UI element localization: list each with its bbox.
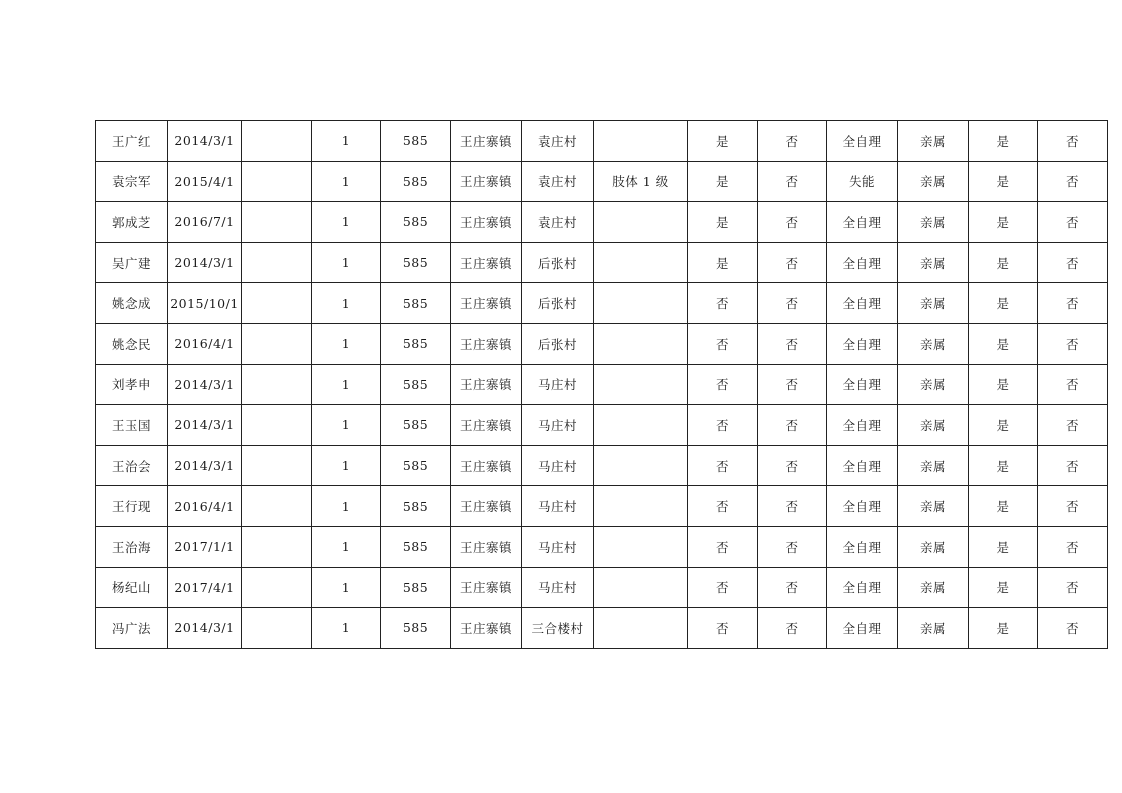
caregiver-cell: 亲属	[898, 242, 969, 283]
flag-b-cell: 否	[758, 364, 827, 405]
self-care-cell: 全自理	[827, 242, 898, 283]
blank-cell	[242, 608, 312, 649]
flag-b-cell: 否	[758, 526, 827, 567]
disability-cell	[594, 526, 688, 567]
amount-cell: 585	[381, 405, 451, 446]
flag-b-cell: 否	[758, 445, 827, 486]
count-cell: 1	[312, 364, 381, 405]
roster-table	[95, 120, 1108, 649]
flag-a-cell: 是	[688, 161, 758, 202]
flag-c-cell: 是	[969, 323, 1038, 364]
roster-table-body	[96, 121, 1108, 649]
table-row	[96, 121, 1108, 162]
flag-b-cell: 否	[758, 161, 827, 202]
flag-c-cell: 是	[969, 242, 1038, 283]
amount-cell: 585	[381, 608, 451, 649]
blank-cell	[242, 121, 312, 162]
flag-d-cell: 否	[1038, 364, 1108, 405]
count-cell: 1	[312, 121, 381, 162]
flag-a-cell: 是	[688, 202, 758, 243]
table-row	[96, 526, 1108, 567]
disability-cell	[594, 121, 688, 162]
name-cell: 吴广建	[96, 242, 168, 283]
count-cell: 1	[312, 526, 381, 567]
flag-d-cell: 否	[1038, 445, 1108, 486]
town-cell: 王庄寨镇	[451, 486, 522, 527]
flag-b-cell: 否	[758, 405, 827, 446]
village-cell: 袁庄村	[522, 202, 594, 243]
amount-cell: 585	[381, 567, 451, 608]
table-row	[96, 445, 1108, 486]
date-cell: 2014/3/1	[168, 405, 242, 446]
name-cell: 袁宗军	[96, 161, 168, 202]
amount-cell: 585	[381, 242, 451, 283]
caregiver-cell: 亲属	[898, 283, 969, 324]
name-cell: 王广红	[96, 121, 168, 162]
name-cell: 王玉国	[96, 405, 168, 446]
flag-c-cell: 是	[969, 405, 1038, 446]
village-cell: 袁庄村	[522, 161, 594, 202]
self-care-cell: 全自理	[827, 121, 898, 162]
disability-cell	[594, 486, 688, 527]
blank-cell	[242, 283, 312, 324]
self-care-cell: 全自理	[827, 445, 898, 486]
amount-cell: 585	[381, 161, 451, 202]
name-cell: 王行现	[96, 486, 168, 527]
flag-a-cell: 否	[688, 364, 758, 405]
town-cell: 王庄寨镇	[451, 283, 522, 324]
name-cell: 郭成芝	[96, 202, 168, 243]
flag-d-cell: 否	[1038, 323, 1108, 364]
date-cell: 2016/7/1	[168, 202, 242, 243]
village-cell: 后张村	[522, 323, 594, 364]
flag-b-cell: 否	[758, 323, 827, 364]
self-care-cell: 全自理	[827, 202, 898, 243]
town-cell: 王庄寨镇	[451, 567, 522, 608]
disability-cell	[594, 608, 688, 649]
flag-a-cell: 否	[688, 323, 758, 364]
name-cell: 冯广法	[96, 608, 168, 649]
flag-c-cell: 是	[969, 161, 1038, 202]
count-cell: 1	[312, 242, 381, 283]
blank-cell	[242, 445, 312, 486]
flag-a-cell: 否	[688, 526, 758, 567]
table-row	[96, 242, 1108, 283]
caregiver-cell: 亲属	[898, 364, 969, 405]
table-row	[96, 608, 1108, 649]
flag-a-cell: 否	[688, 283, 758, 324]
blank-cell	[242, 161, 312, 202]
blank-cell	[242, 364, 312, 405]
count-cell: 1	[312, 486, 381, 527]
amount-cell: 585	[381, 121, 451, 162]
table-row	[96, 486, 1108, 527]
caregiver-cell: 亲属	[898, 526, 969, 567]
self-care-cell: 全自理	[827, 364, 898, 405]
flag-d-cell: 否	[1038, 405, 1108, 446]
count-cell: 1	[312, 283, 381, 324]
disability-cell: 肢体 1 级	[594, 161, 688, 202]
flag-c-cell: 是	[969, 364, 1038, 405]
flag-d-cell: 否	[1038, 242, 1108, 283]
flag-b-cell: 否	[758, 608, 827, 649]
flag-c-cell: 是	[969, 526, 1038, 567]
town-cell: 王庄寨镇	[451, 445, 522, 486]
village-cell: 马庄村	[522, 526, 594, 567]
amount-cell: 585	[381, 283, 451, 324]
caregiver-cell: 亲属	[898, 121, 969, 162]
disability-cell	[594, 567, 688, 608]
count-cell: 1	[312, 567, 381, 608]
caregiver-cell: 亲属	[898, 202, 969, 243]
table-row	[96, 161, 1108, 202]
self-care-cell: 全自理	[827, 608, 898, 649]
count-cell: 1	[312, 445, 381, 486]
flag-b-cell: 否	[758, 202, 827, 243]
disability-cell	[594, 283, 688, 324]
blank-cell	[242, 202, 312, 243]
count-cell: 1	[312, 405, 381, 446]
flag-d-cell: 否	[1038, 202, 1108, 243]
date-cell: 2017/4/1	[168, 567, 242, 608]
flag-b-cell: 否	[758, 242, 827, 283]
village-cell: 马庄村	[522, 445, 594, 486]
name-cell: 杨纪山	[96, 567, 168, 608]
self-care-cell: 失能	[827, 161, 898, 202]
flag-b-cell: 否	[758, 121, 827, 162]
table-row	[96, 364, 1108, 405]
flag-b-cell: 否	[758, 567, 827, 608]
date-cell: 2014/3/1	[168, 608, 242, 649]
blank-cell	[242, 242, 312, 283]
flag-a-cell: 否	[688, 608, 758, 649]
flag-a-cell: 否	[688, 567, 758, 608]
flag-a-cell: 否	[688, 486, 758, 527]
town-cell: 王庄寨镇	[451, 526, 522, 567]
town-cell: 王庄寨镇	[451, 121, 522, 162]
town-cell: 王庄寨镇	[451, 161, 522, 202]
date-cell: 2015/10/1	[168, 283, 242, 324]
village-cell: 后张村	[522, 242, 594, 283]
date-cell: 2014/3/1	[168, 121, 242, 162]
caregiver-cell: 亲属	[898, 486, 969, 527]
town-cell: 王庄寨镇	[451, 364, 522, 405]
flag-a-cell: 否	[688, 405, 758, 446]
name-cell: 王治会	[96, 445, 168, 486]
flag-c-cell: 是	[969, 486, 1038, 527]
count-cell: 1	[312, 202, 381, 243]
village-cell: 马庄村	[522, 405, 594, 446]
caregiver-cell: 亲属	[898, 405, 969, 446]
date-cell: 2016/4/1	[168, 323, 242, 364]
caregiver-cell: 亲属	[898, 608, 969, 649]
flag-a-cell: 是	[688, 121, 758, 162]
village-cell: 马庄村	[522, 364, 594, 405]
village-cell: 后张村	[522, 283, 594, 324]
self-care-cell: 全自理	[827, 567, 898, 608]
flag-d-cell: 否	[1038, 526, 1108, 567]
name-cell: 王治海	[96, 526, 168, 567]
village-cell: 马庄村	[522, 486, 594, 527]
amount-cell: 585	[381, 486, 451, 527]
disability-cell	[594, 405, 688, 446]
village-cell: 马庄村	[522, 567, 594, 608]
table-row	[96, 405, 1108, 446]
blank-cell	[242, 405, 312, 446]
amount-cell: 585	[381, 526, 451, 567]
flag-d-cell: 否	[1038, 608, 1108, 649]
flag-d-cell: 否	[1038, 486, 1108, 527]
disability-cell	[594, 323, 688, 364]
count-cell: 1	[312, 323, 381, 364]
self-care-cell: 全自理	[827, 405, 898, 446]
disability-cell	[594, 445, 688, 486]
flag-d-cell: 否	[1038, 121, 1108, 162]
caregiver-cell: 亲属	[898, 161, 969, 202]
flag-a-cell: 否	[688, 445, 758, 486]
town-cell: 王庄寨镇	[451, 242, 522, 283]
town-cell: 王庄寨镇	[451, 608, 522, 649]
flag-c-cell: 是	[969, 445, 1038, 486]
disability-cell	[594, 364, 688, 405]
caregiver-cell: 亲属	[898, 567, 969, 608]
disability-cell	[594, 202, 688, 243]
flag-b-cell: 否	[758, 486, 827, 527]
blank-cell	[242, 323, 312, 364]
date-cell: 2017/1/1	[168, 526, 242, 567]
flag-d-cell: 否	[1038, 161, 1108, 202]
self-care-cell: 全自理	[827, 283, 898, 324]
amount-cell: 585	[381, 323, 451, 364]
table-row	[96, 323, 1108, 364]
blank-cell	[242, 567, 312, 608]
self-care-cell: 全自理	[827, 486, 898, 527]
flag-c-cell: 是	[969, 202, 1038, 243]
date-cell: 2016/4/1	[168, 486, 242, 527]
self-care-cell: 全自理	[827, 323, 898, 364]
flag-a-cell: 是	[688, 242, 758, 283]
village-cell: 三合楼村	[522, 608, 594, 649]
flag-d-cell: 否	[1038, 283, 1108, 324]
town-cell: 王庄寨镇	[451, 202, 522, 243]
caregiver-cell: 亲属	[898, 445, 969, 486]
name-cell: 姚念民	[96, 323, 168, 364]
blank-cell	[242, 526, 312, 567]
table-row	[96, 202, 1108, 243]
flag-c-cell: 是	[969, 608, 1038, 649]
town-cell: 王庄寨镇	[451, 323, 522, 364]
date-cell: 2014/3/1	[168, 242, 242, 283]
disability-cell	[594, 242, 688, 283]
date-cell: 2014/3/1	[168, 364, 242, 405]
caregiver-cell: 亲属	[898, 323, 969, 364]
flag-c-cell: 是	[969, 121, 1038, 162]
blank-cell	[242, 486, 312, 527]
count-cell: 1	[312, 608, 381, 649]
amount-cell: 585	[381, 364, 451, 405]
flag-d-cell: 否	[1038, 567, 1108, 608]
flag-c-cell: 是	[969, 283, 1038, 324]
amount-cell: 585	[381, 445, 451, 486]
village-cell: 袁庄村	[522, 121, 594, 162]
name-cell: 刘孝申	[96, 364, 168, 405]
flag-c-cell: 是	[969, 567, 1038, 608]
date-cell: 2014/3/1	[168, 445, 242, 486]
self-care-cell: 全自理	[827, 526, 898, 567]
table-row	[96, 567, 1108, 608]
count-cell: 1	[312, 161, 381, 202]
amount-cell: 585	[381, 202, 451, 243]
table-row	[96, 283, 1108, 324]
town-cell: 王庄寨镇	[451, 405, 522, 446]
name-cell: 姚念成	[96, 283, 168, 324]
flag-b-cell: 否	[758, 283, 827, 324]
date-cell: 2015/4/1	[168, 161, 242, 202]
